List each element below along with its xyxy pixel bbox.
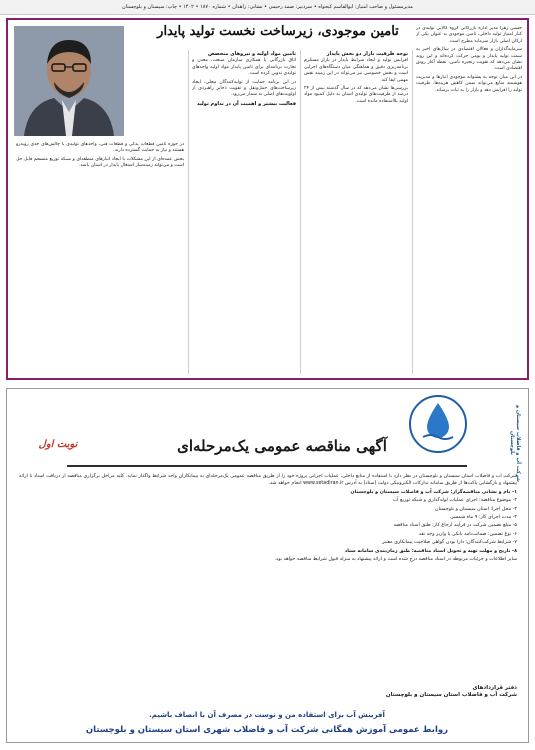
author-photo [14,26,124,136]
paragraph: سرمایه‌گذاران و فعالان اقتصادی در سال‌های اخیر به سمت تولید پایدار و بومی حرکت کرده‌اند و این روند نشان می‌دهد که تقویت زنجیره تامین، نقطه آغاز رونق اقتصادی است. [416,47,522,72]
publication-round: نوبت اول [38,439,78,450]
notice-item: ۳- محل اجرا: استان سیستان و بلوچستان [434,506,517,512]
notice-item: ۸- تاریخ و مهلت تهیه و تحویل اسناد مناقصه: طبق زمان‌بندی سامانه ستاد [344,548,517,554]
article-column-3 [192,50,296,374]
water-saving-slogan: آفرینش آب برای استفاده من و توست در مصرف آن با انصاف باشیم. [149,711,385,719]
article-column-2 [304,50,408,374]
newspaper-header-strip: مدیرمسئول و صاحب امتیاز: ابوالقاسم کیخواه • سردبیر: صمد رحیمی • نشانی: زاهدان • شماره ۱۸۷۰ • ۱۴۰۲ • چاپ: سیستان و بلوچستان [0,0,535,15]
notice-intro: شرکت آب و فاضلاب استان سیستان و بلوچستان در نظر دارد با استفاده از منابع داخلی، عملیات اجرایی پروژه خود را از طریق مناقصه عمومی یک‌مرحله‌ای به پیمانکاران واجد شرایط واگذار نماید. کلیه مراحل برگزاری مناقصه از دریافت اسناد تا ارائه پیشنهاد و بازگشایی پاکت‌ها از طریق سامانه تدارکات الکترونیکی دولت (ستاد) به آدرس www.setadiran.ir انجام خواهد شد. [19,474,517,487]
paragraph: بررسی‌ها نشان می‌دهد که در سال گذشته بیش از ۲۴ درصد از ظرفیت‌های تولیدی استان به دلیل کمبود مواد اولیه بلااستفاده مانده است. [304,86,408,104]
notice-item: ۱- نام و نشانی مناقصه‌گزار: شرکت آب و فاضلاب سیستان و بلوچستان [350,489,517,495]
signature-line-2: شرکت آب و فاضلاب استان سیستان و بلوچستان [385,692,517,698]
article-column-4 [16,142,184,374]
paragraph: در این میان توجه به پشتوانه موجودی انبارها و مدیریت هوشمند منابع می‌تواند ضمن کاهش هزینه‌ها، ظرفیت تولید را افزایش دهد و بازار را به ثبات برساند. [416,74,522,93]
notice-item: ۵- مبلغ تضمین شرکت در فرآیند ارجاع کار: طبق اسناد مناقصه [393,523,517,529]
paragraph: در حوزه تامین قطعات یدکی و قطعات فنی، واحدهای تولیدی با چالش‌های جدی روبه‌رو هستند و نیاز به حمایت گسترده دارند. [16,142,184,154]
article-title: تامین موجودی، زیرساخت نخست تولید پایدار [157,24,399,39]
public-relations-line: روابط عمومی آموزش همگانی شرکت آب و فاضلاب شهری استان سیستان و بلوچستان [85,725,449,735]
article-frame [6,18,529,380]
title-divider [67,465,467,467]
notice-item: ۶- نوع تضمین: ضمانت‌نامه بانکی یا واریز وجه نقد [418,531,517,537]
subheading: فعالیت بیشتر و اهمیت آن در تداوم تولید [197,100,296,107]
notice-title: آگهی مناقصه عمومی یک‌مرحله‌ای [177,437,387,455]
notice-closing: سایر اطلاعات و جزئیات مربوطه در اسناد مناقصه درج شده است و ارائه پیشنهاد به منزله قبول شرایط مناقصه خواهد بود. [274,557,517,563]
article-column-1 [416,26,522,374]
notice-signature [307,685,517,701]
subheading: توجه ظرفیت بازار دو بخش پایدار [326,51,408,57]
paragraph: اتاق بازرگانی با همکاری سازمان صنعت، معدن و تجارت برنامه‌ای برای تامین پایدار مواد اولیه واحدهای تولیدی تدوین کرده است. [192,58,296,77]
notice-item: ۷- شرایط شرکت‌کنندگان: دارا بودن گواهی صلاحیت پیمانکاری معتبر [382,540,517,546]
subheading: تامین مواد اولیه و نیروهای متخصص [207,51,296,57]
signature-line-1: دفتر قراردادهای [472,685,517,691]
paragraph: در این برنامه حمایت از تولیدکنندگان محلی، ایجاد زیرساخت‌های حمل‌ونقل و تقویت ذخایر راهبردی از اولویت‌های اصلی به شمار می‌رود. [192,79,296,98]
notice-item: ۲- موضوع مناقصه: اجرای عملیات لوله‌گذاری و شبکه توزیع آب [392,498,517,504]
tender-notice [6,388,529,743]
logo-org-name: شرکت آب و فاضلاب سیستان و بلوچستان [509,404,521,482]
paragraph: افزایش تولید و ایجاد شرایط پایدار در بازار مستلزم برنامه‌ریزی دقیق و هماهنگی میان دستگاه‌های اجرایی است و بخش خصوصی نیز می‌تواند در این زمینه نقش مهمی ایفا کند. [304,58,408,83]
paragraph: بخش عمده‌ای از این مشکلات با ایجاد انبارهای منطقه‌ای و شبکه توزیع منسجم قابل حل است و می‌تواند زمینه‌ساز اشتغال پایدار در استان باشد. [16,156,184,169]
notice-item: ۴- مدت اجرای کار: ۹ ماه شمسی [450,515,517,521]
paragraph: حسین زهرا مدیر اداره بازرگانی گروه کالایی تولیدی در کنار امتیاز تولید داخلی، تامین موجودی به عنوان یکی از ارکان اصلی بازار سرمایه مطرح است. [416,26,522,44]
notice-body [19,473,517,673]
